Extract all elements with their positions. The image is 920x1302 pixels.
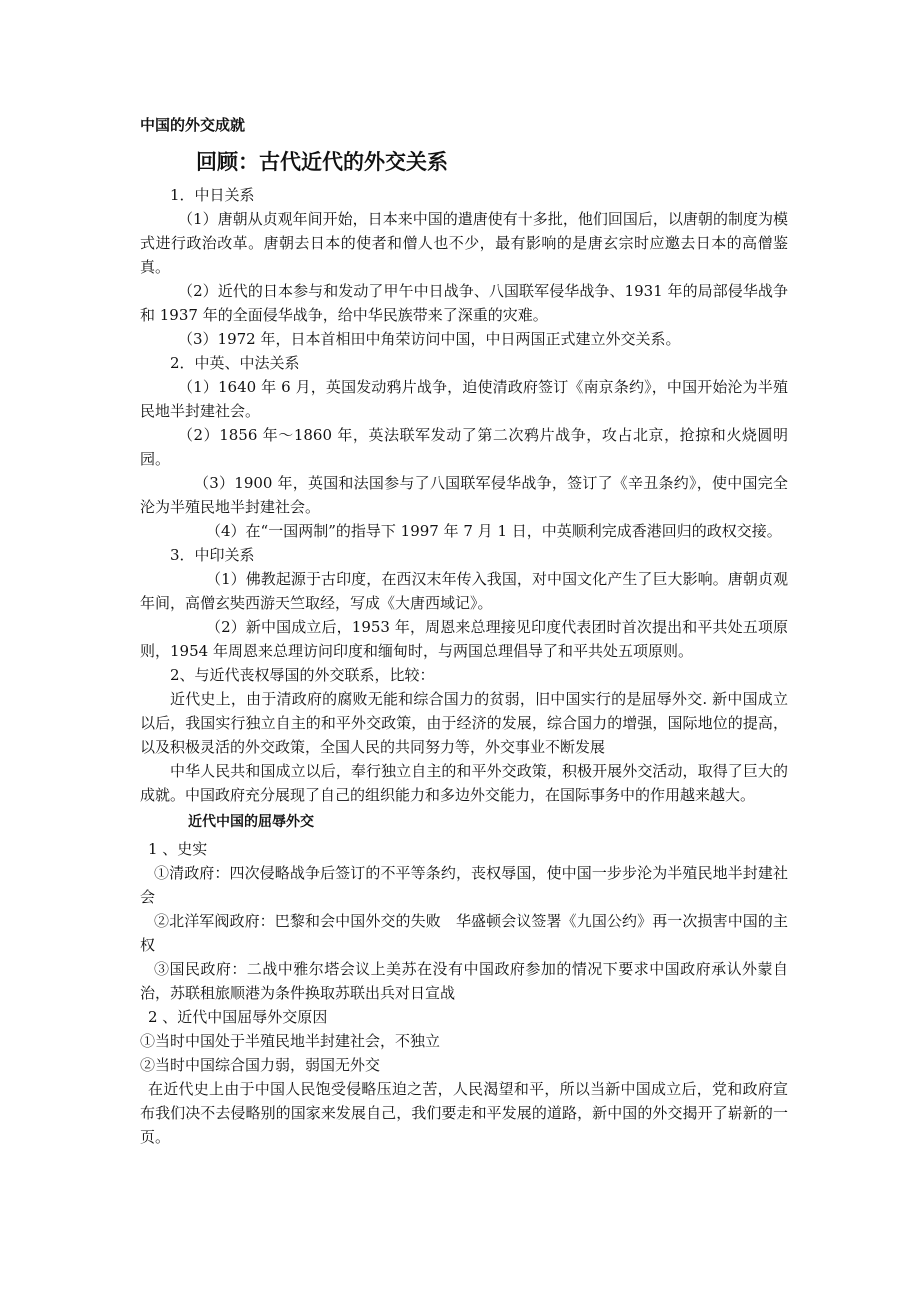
paragraph: ③国民政府：二战中雅尔塔会议上美苏在没有中国政府参加的情况下要求中国政府承认外蒙自治，苏联租旅顺港为条件换取苏联出兵对日宣战	[140, 960, 788, 1002]
paragraph: ①当时中国处于半殖民地半封建社会，不独立	[140, 1032, 441, 1050]
paragraph: 在近代史上由于中国人民饱受侵略压迫之苦，人民渴望和平，所以当新中国成立后，党和政府宣布我们决不去侵略别的国家来发展自己，我们要走和平发展的道路，新中国的外交揭开了崭新的一页。	[140, 1080, 788, 1146]
paragraph: （1）佛教起源于古印度，在西汉末年传入我国，对中国文化产生了巨大影响。唐朝贞观年间，高僧玄奘西游天竺取经，写成《大唐西域记》。	[140, 570, 788, 612]
sub-heading: 近代中国的屈辱外交	[188, 814, 314, 830]
document-body	[140, 113, 788, 1149]
paragraph: 近代史上，由于清政府的腐败无能和综合国力的贫弱，旧中国实行的是屈辱外交. 新中国成立以后，我国实行独立自主的和平外交政策，由于经济的发展，综合国力的增强，国际地位的提高，以及积极灵活的外交政策，全国人民的共同努力等，外交事业不断发展	[140, 690, 788, 756]
paragraph: （1）唐朝从贞观年间开始，日本来中国的遣唐使有十多批，他们回国后，以唐朝的制度为模式进行政治改革。唐朝去日本的使者和僧人也不少，最有影响的是唐玄宗时应邀去日本的高僧鉴真。	[140, 210, 788, 276]
paragraph: ②北洋军阀政府：巴黎和会中国外交的失败 华盛顿会议签署《九国公约》再一次损害中国的主权	[140, 912, 788, 954]
paragraph: （1）1640 年 6 月，英国发动鸦片战争，迫使清政府签订《南京条约》，中国开始沦为半殖民地半封建社会。	[140, 378, 788, 420]
paragraph: ①清政府：四次侵略战争后签订的不平等条约，丧权辱国，使中国一步步沦为半殖民地半封建社会	[140, 864, 788, 906]
paragraph: （3）1900 年，英国和法国参与了八国联军侵华战争，签订了《辛丑条约》，使中国完全沦为半殖民地半封建社会。	[140, 474, 788, 516]
paragraph: （3）1972 年，日本首相田中角荣访问中国，中日两国正式建立外交关系。	[178, 330, 681, 348]
paragraph: （2）新中国成立后，1953 年，周恩来总理接见印度代表团时首次提出和平共处五项原则，1954 年周恩来总理访问印度和缅甸时，与两国总理倡导了和平共处五项原则。	[140, 618, 788, 660]
document-title: 中国的外交成就	[140, 116, 246, 134]
paragraph: 2．中英、中法关系	[170, 354, 300, 372]
paragraph: 2、与近代丧权辱国的外交联系，比较：	[170, 666, 435, 684]
paragraph: 1 、史实	[148, 840, 208, 858]
paragraph: 2 、近代中国屈辱外交原因	[148, 1008, 328, 1026]
paragraph: 3．中印关系	[170, 546, 255, 564]
paragraph: ②当时中国综合国力弱，弱国无外交	[140, 1056, 381, 1074]
section-heading: 回顾：古代近代的外交关系	[196, 150, 448, 174]
paragraph: （4）在“一国两制”的指导下 1997 年 7 月 1 日，中英顺利完成香港回归的政权交接。	[206, 522, 782, 540]
paragraph: （2）近代的日本参与和发动了甲午中日战争、八国联军侵华战争、1931 年的局部侵华战争和 1937 年的全面侵华战争，给中华民族带来了深重的灾难。	[140, 282, 788, 324]
paragraph: 1．中日关系	[170, 186, 255, 204]
paragraph: （2）1856 年～1860 年，英法联军发动了第二次鸦片战争，攻占北京，抢掠和火烧圆明园。	[140, 426, 788, 468]
paragraph: 中华人民共和国成立以后，奉行独立自主的和平外交政策，积极开展外交活动，取得了巨大的成就。中国政府充分展现了自己的组织能力和多边外交能力，在国际事务中的作用越来越大。	[140, 762, 788, 804]
